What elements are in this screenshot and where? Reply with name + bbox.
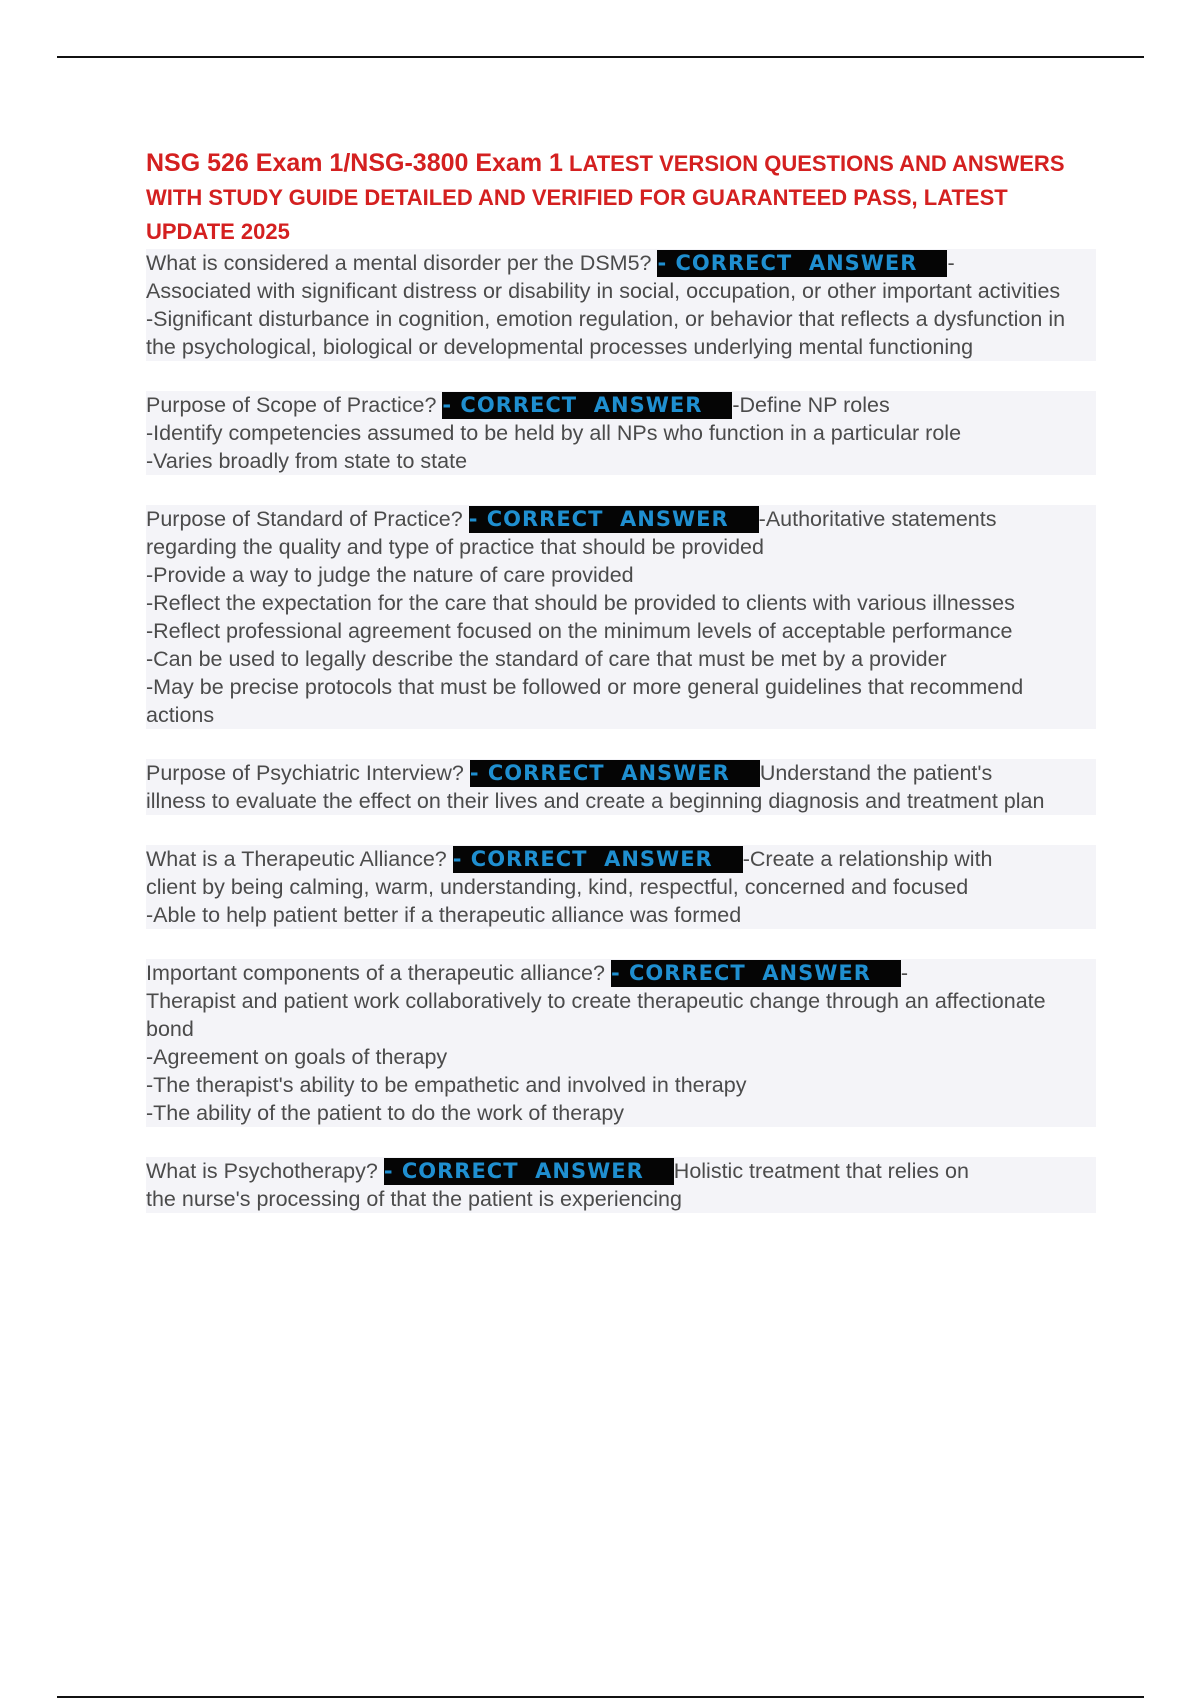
answer-line: -Agreement on goals of therapy xyxy=(146,1043,1096,1071)
answer-inline: -Define NP roles xyxy=(732,393,890,417)
answer-line: -Identify competencies assumed to be held by all NPs who function in a particular role xyxy=(146,419,1096,447)
correct-answer-badge: - CORRECT ANSWER xyxy=(453,846,743,873)
answer-line: -Provide a way to judge the nature of care provided xyxy=(146,561,1096,589)
bottom-rule xyxy=(57,1696,1144,1698)
qa-item xyxy=(146,845,1096,929)
qa-item xyxy=(146,759,1096,815)
question-text: What is Psychotherapy? xyxy=(146,1159,378,1183)
qa-item xyxy=(146,959,1096,1127)
answer-inline: -Authoritative statements xyxy=(758,507,997,531)
qa-first-line xyxy=(146,959,1096,987)
correct-answer-badge: - CORRECT ANSWER xyxy=(611,960,901,987)
title-rest: LATEST VERSION QUESTIONS AND ANSWERS WITH STUDY GUIDE DETAILED AND VERIFIED FOR GUARANTEED PASS, LATEST UPDATE 2025 xyxy=(146,151,1065,244)
answer-line: -The ability of the patient to do the work of therapy xyxy=(146,1099,1096,1127)
question-text: Important components of a therapeutic alliance? xyxy=(146,961,605,985)
correct-answer-badge: - CORRECT ANSWER xyxy=(469,506,759,533)
answer-line: -Able to help patient better if a therapeutic alliance was formed xyxy=(146,901,1096,929)
qa-first-line xyxy=(146,1157,1096,1185)
top-rule xyxy=(57,56,1144,58)
answer-line: Therapist and patient work collaboratively to create therapeutic change through an affectionate bond xyxy=(146,987,1096,1043)
answer-line: regarding the quality and type of practice that should be provided xyxy=(146,533,1096,561)
qa-item xyxy=(146,249,1096,361)
question-text: What is a Therapeutic Alliance? xyxy=(146,847,447,871)
qa-first-line xyxy=(146,845,1096,873)
correct-answer-badge: - CORRECT ANSWER xyxy=(442,392,732,419)
qa-first-line xyxy=(146,759,1096,787)
answer-line: -Reflect the expectation for the care that should be provided to clients with various illnesses xyxy=(146,589,1096,617)
title-lead: NSG 526 Exam 1/NSG-3800 Exam 1 xyxy=(146,149,563,177)
qa-item xyxy=(146,1157,1096,1213)
document-body xyxy=(146,146,1096,1243)
answer-line: -Can be used to legally describe the standard of care that must be met by a provider xyxy=(146,645,1096,673)
answer-line: -Reflect professional agreement focused on the minimum levels of acceptable performance xyxy=(146,617,1096,645)
question-text: Purpose of Psychiatric Interview? xyxy=(146,761,464,785)
answer-inline: - xyxy=(900,961,909,985)
qa-item xyxy=(146,391,1096,475)
correct-answer-badge: - CORRECT ANSWER xyxy=(470,760,760,787)
answer-line: illness to evaluate the effect on their lives and create a beginning diagnosis and treatment plan xyxy=(146,787,1096,815)
answer-inline: Holistic treatment that relies on xyxy=(673,1159,969,1183)
answer-line: the nurse's processing of that the patient is experiencing xyxy=(146,1185,1096,1213)
answer-line: -May be precise protocols that must be followed or more general guidelines that recommend actions xyxy=(146,673,1096,729)
answer-inline: - xyxy=(947,251,955,275)
answer-inline: Understand the patient's xyxy=(759,761,993,785)
qa-item xyxy=(146,505,1096,729)
qa-first-line xyxy=(146,249,1096,277)
answer-line: -Varies broadly from state to state xyxy=(146,447,1096,475)
qa-list xyxy=(146,249,1096,1213)
question-text: What is considered a mental disorder per the DSM5? xyxy=(146,251,652,275)
answer-line: -Significant disturbance in cognition, emotion regulation, or behavior that reflects a dysfunction in the psychological, biological or developmental processes underlying mental functioning xyxy=(146,305,1096,361)
answer-line: client by being calming, warm, understanding, kind, respectful, concerned and focused xyxy=(146,873,1096,901)
qa-first-line xyxy=(146,391,1096,419)
question-text: Purpose of Scope of Practice? xyxy=(146,393,437,417)
correct-answer-badge: - CORRECT ANSWER xyxy=(384,1158,674,1185)
document-title xyxy=(146,146,1096,249)
qa-first-line xyxy=(146,505,1096,533)
answer-line: -The therapist's ability to be empathetic and involved in therapy xyxy=(146,1071,1096,1099)
correct-answer-badge: - CORRECT ANSWER xyxy=(657,250,947,277)
answer-line: Associated with significant distress or disability in social, occupation, or other important activities xyxy=(146,277,1096,305)
answer-inline: -Create a relationship with xyxy=(742,847,993,871)
question-text: Purpose of Standard of Practice? xyxy=(146,507,463,531)
